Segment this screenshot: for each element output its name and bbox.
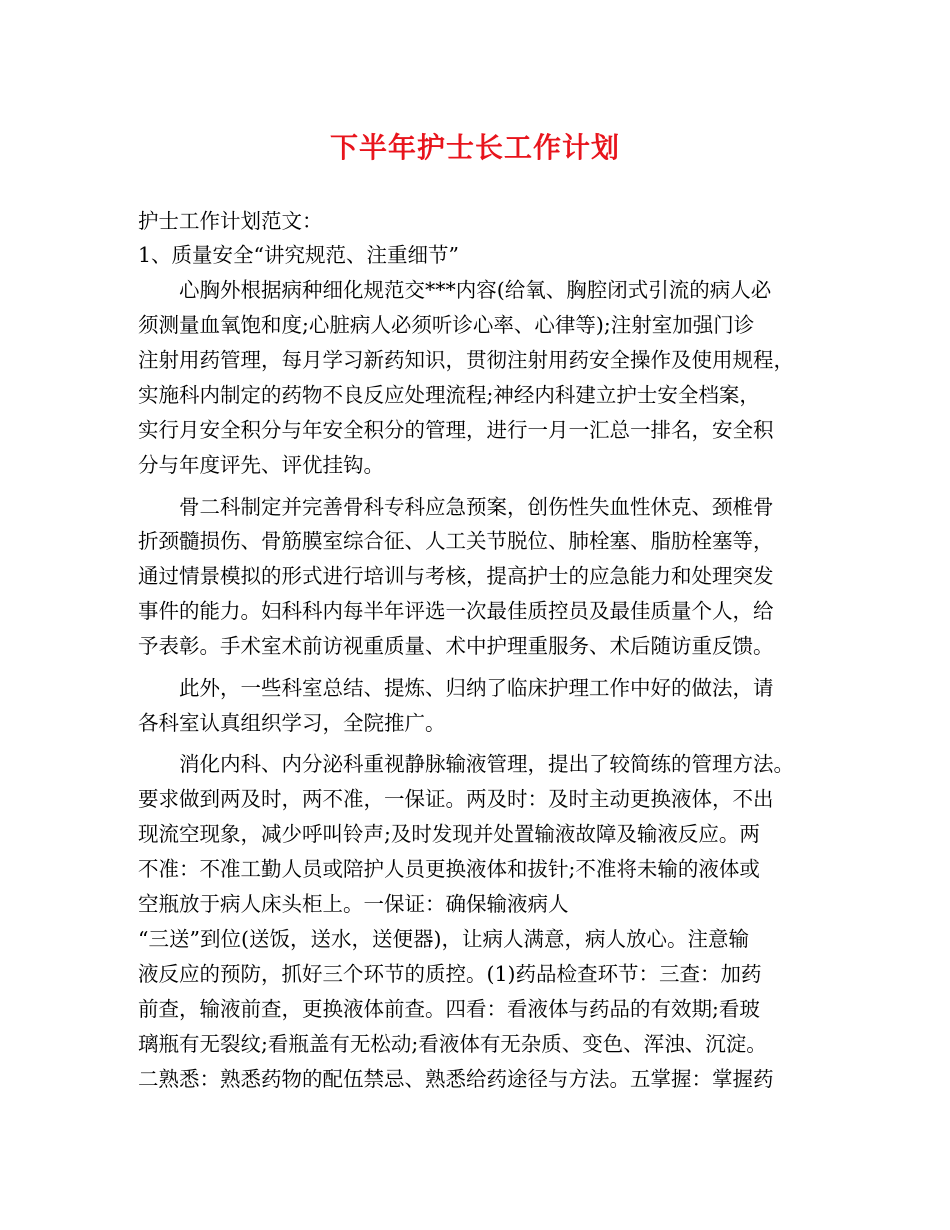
document-line: 此外，一些科室总结、提炼、归纳了临床护理工作中好的做法，请 [138,676,774,700]
document-line: 骨二科制定并完善骨科专科应急预案，创伤性失血性休克、颈椎骨 [138,495,774,519]
document-line: 璃瓶有无裂纹;看瓶盖有无松动;看液体有无杂质、变色、浑浊、沉淀。 [138,1032,767,1056]
document-line: 通过情景模拟的形式进行培训与考核，提高护士的应急能力和处理突发 [138,564,774,588]
document-line: 前查，输液前查，更换液体前查。四看：看液体与药品的有效期;看玻 [138,997,760,1021]
document-line: 实施科内制定的药物不良反应处理流程;神经内科建立护士安全档案， [138,383,760,407]
document-line: 实行月安全积分与年安全积分的管理，进行一月一汇总一排名，安全积 [138,418,774,442]
document-line: 各科室认真组织学习，全院推广。 [138,711,446,735]
document-title: 下半年护士长工作计划 [329,131,620,164]
document-line: 二熟悉：熟悉药物的配伍禁忌、熟悉给药途径与方法。五掌握：掌握药 [138,1067,774,1091]
document-line: 液反应的预防，抓好三个环节的质控。(1)药品检查环节：三查：加药 [138,962,762,986]
document-line: 消化内科、内分泌科重视静脉输液管理，提出了较简练的管理方法。 [138,752,794,776]
document-line: 护士工作计划范文： [138,209,323,233]
document-line: 不准：不准工勤人员或陪护人员更换液体和拔针;不准将未输的液体或 [138,857,760,881]
document-line: 折颈髓损伤、骨筋膜室综合征、人工关节脱位、肺栓塞、脂肪栓塞等， [138,529,774,553]
document-line: 心胸外根据病种细化规范交***内容(给氧、胸腔闭式引流的病人必 [138,278,772,302]
document-line: 现流空现象，减少呼叫铃声;及时发现并处置输液故障及输液反应。两 [138,822,760,846]
document-line: 注射用药管理，每月学习新药知识，贯彻注射用药安全操作及使用规程， [138,348,794,372]
document-line: “三送”到位(送饭，送水，送便器)，让病人满意，病人放心。注意输 [138,927,749,951]
document-line: 予表彰。手术室术前访视重质量、术中护理重服务、术后随访重反馈。 [138,634,774,658]
document-line: 1、质量安全“讲究规范、注重细节” [138,243,460,267]
document-line: 空瓶放于病人床头柜上。一保证：确保输液病人 [138,892,569,916]
document-line: 须测量血氧饱和度;心脏病人必须听诊心率、心律等);注射室加强门诊 [138,313,755,337]
document-line: 分与年度评先、评优挂钩。 [138,453,384,477]
document-line: 要求做到两及时，两不准，一保证。两及时：及时主动更换液体，不出 [138,787,774,811]
document-line: 事件的能力。妇科科内每半年评选一次最佳质控员及最佳质量个人，给 [138,599,774,623]
